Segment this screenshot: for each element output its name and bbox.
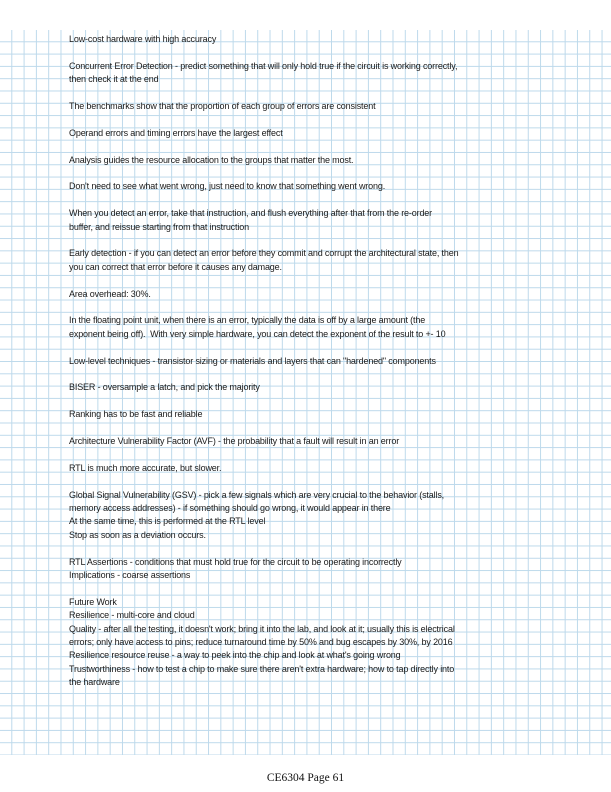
text-line: Resilience - multi-core and cloud [69,610,195,621]
paragraph [69,381,589,394]
text-line: In the floating point unit, when there is an error, typically the data is off by a large amount (the [69,315,426,326]
paragraph [69,180,589,193]
paragraph [69,489,589,543]
text-line: Resilience resource reuse - a way to peek into the chip and look at what's going wrong [69,650,401,661]
text-line: RTL Assertions - conditions that must hold true for the circuit to be operating incorrectly [69,556,402,567]
text-line: Stop as soon as a deviation occurs. [69,529,206,540]
text-line: When you detect an error, take that instruction, and flush everything after that from the re-order [69,208,432,219]
text-line: Architecture Vulnerability Factor (AVF) - the probability that a fault will result in an error [69,435,400,446]
text-line: Early detection - if you can detect an error before they commit and corrupt the architectural state, then [69,248,459,259]
text-line: At the same time, this is performed at the RTL level [69,516,266,527]
text-line: you can correct that error before it causes any damage. [69,261,282,272]
text-line: Low-level techniques - transistor sizing or materials and layers that can "hardened" components [69,355,436,366]
paragraph [69,247,589,274]
paragraph [69,355,589,368]
text-line: buffer, and reissue starting from that instruction [69,221,249,232]
notes-body [69,33,589,703]
paragraph [69,154,589,167]
paragraph [69,408,589,421]
text-line: Analysis guides the resource allocation to the groups that matter the most. [69,154,354,165]
text-line: Concurrent Error Detection - predict something that will only hold true if the circuit is working correctly, [69,60,458,71]
text-line: the hardware [69,677,120,688]
text-line: Future Work [69,596,117,607]
paragraph [69,60,589,87]
text-line: Implications - coarse assertions [69,570,191,580]
paragraph [69,314,589,341]
paragraph [69,288,589,301]
text-line: Ranking has to be fast and reliable [69,409,203,420]
text-line: Trustworthiness - how to test a chip to make sure there aren't extra hardware; how to tap directly into [69,663,455,674]
paragraph [69,462,589,475]
text-line: The benchmarks show that the proportion of each group of errors are consistent [69,101,376,111]
text-line: memory access addresses) - if something should go wrong, it would appear in there [69,502,391,513]
text-line: Operand errors and timing errors have the largest effect [69,127,283,138]
text-line: RTL is much more accurate, but slower. [69,462,222,473]
paragraph [69,33,589,46]
paragraph [69,207,589,234]
text-line: Global Signal Vulnerability (GSV) - pick a few signals which are very crucial to the behavior (stalls, [69,489,445,500]
paragraph [69,127,589,140]
text-line: Don't need to see what went wrong, just need to know that something went wrong. [69,181,386,192]
text-line: BISER - oversample a latch, and pick the majority [69,382,260,393]
page-footer: CE6304 Page 61 [266,772,345,784]
text-line: exponent being off). With very simple hardware, you can detect the exponent of the result to +- 10 [69,328,446,339]
text-line: Quality - after all the testing, it doesn't work; bring it into the lab, and look at it; usually this is electrical [69,623,455,634]
text-line: errors; only have access to pins; reduce turnaround time by 50% and bug escapes by 30%, by 2016 [69,637,453,648]
paragraph [69,100,589,113]
text-line: Low-cost hardware with high accuracy [69,34,217,44]
text-line: Area overhead: 30%. [69,288,151,299]
paragraph [69,556,589,583]
paragraph [69,596,589,690]
paragraph [69,435,589,448]
text-line: then check it at the end [69,74,159,85]
